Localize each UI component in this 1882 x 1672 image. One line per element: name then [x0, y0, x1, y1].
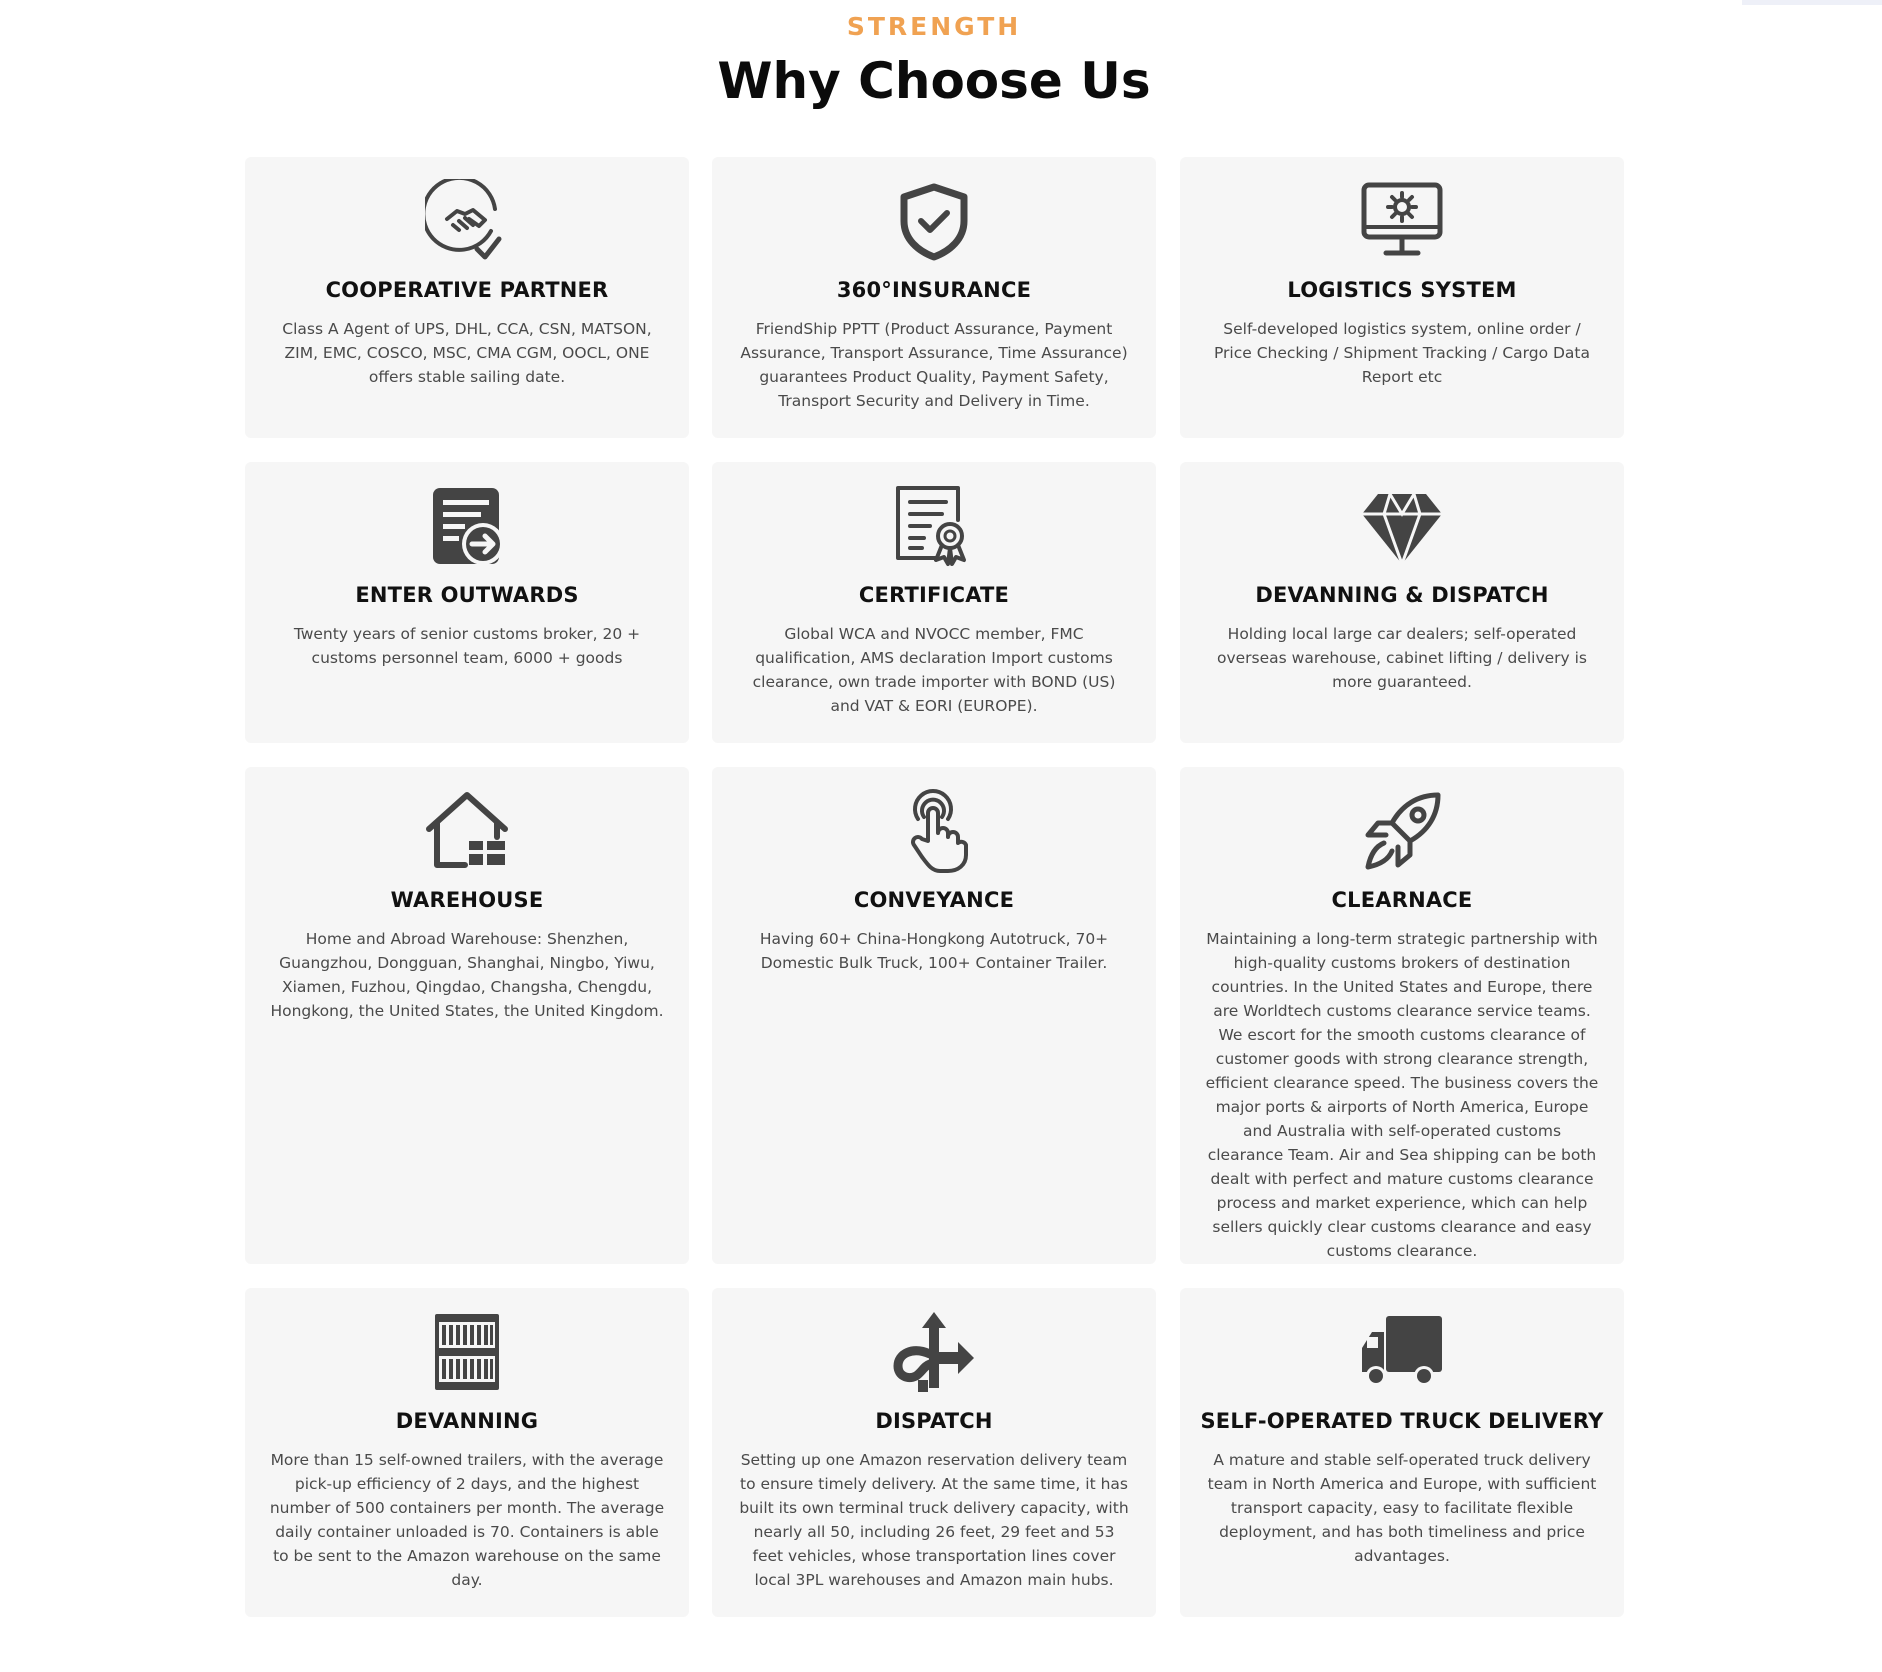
dispatch-arrows-icon [892, 1310, 976, 1394]
card-insurance [712, 157, 1156, 438]
card-description: Maintaining a long-term strategic partnership with high-quality customs brokers of destination countries. In the United States and Europe, there are Worldtech customs clearance service teams. We escort for the smooth customs clearance of customer goods with strong clearance strength, efficient clearance speed. The business covers the major ports & airports of North America, Europe and Australia with self-operated customs clearance Team. Air and Sea shipping can be both dealt with perfect and mature customs clearance process and market experience, which can help sellers quickly clear customs clearance and easy customs clearance. [1205, 930, 1599, 1260]
card-title: DEVANNING & DISPATCH [1255, 583, 1549, 607]
card-title: CERTIFICATE [858, 583, 1010, 607]
card-title: DEVANNING [395, 1409, 539, 1433]
card-certificate [712, 462, 1156, 743]
shield-check-icon [892, 179, 976, 263]
card-title: LOGISTICS SYSTEM [1287, 278, 1517, 302]
section-eyebrow: STRENGTH [846, 12, 1022, 41]
top-accent-bar [1742, 0, 1882, 5]
card-description: Having 60+ China-Hongkong Autotruck, 70+ Domestic Bulk Truck, 100+ Container Trailer. [759, 930, 1109, 972]
card-description: A mature and stable self-operated truck delivery team in North America and Europe, with sufficient transport capacity, easy to facilitate flexible deployment, and has both timeliness and price advantages. [1207, 1451, 1597, 1565]
card-description: Global WCA and NVOCC member, FMC qualification, AMS declaration Import customs clearance, own trade importer with BOND (US) and VAT & EORI (EUROPE). [752, 625, 1116, 715]
handshake-check-icon [425, 179, 509, 263]
card-title: WAREHOUSE [390, 888, 544, 912]
card-conveyance [712, 767, 1156, 1264]
container-icon [425, 1310, 509, 1394]
card-description: More than 15 self-owned trailers, with the average pick-up efficiency of 2 days, and the highest number of 500 containers per month. The average daily container unloaded is 70. Containers is able to be sent to the Amazon warehouse on the same day. [269, 1451, 665, 1589]
document-arrow-icon [425, 484, 509, 568]
card-description: FriendShip PPTT (Product Assurance, Payment Assurance, Transport Assurance, Time Assurance) guarantees Product Quality, Payment Safety, Transport Security and Delivery in Time. [740, 320, 1128, 410]
card-clearance [1180, 767, 1624, 1264]
card-devanning [245, 1288, 689, 1617]
rocket-icon [1360, 789, 1444, 873]
card-description: Twenty years of senior customs broker, 20 + customs personnel team, 6000 + goods [293, 625, 641, 667]
card-title: COOPERATIVE PARTNER [325, 278, 609, 302]
diamond-icon [1360, 484, 1444, 568]
card-title: 360°INSURANCE [836, 278, 1032, 302]
card-description: Holding local large car dealers; self-operated overseas warehouse, cabinet lifting / delivery is more guaranteed. [1216, 625, 1588, 691]
card-enter-outwards [245, 462, 689, 743]
certificate-icon [892, 484, 976, 568]
card-devanning-dispatch [1180, 462, 1624, 743]
card-description: Self-developed logistics system, online order / Price Checking / Shipment Tracking / Cargo Data Report etc [1213, 320, 1591, 386]
card-title: DISPATCH [875, 1409, 993, 1433]
card-title: ENTER OUTWARDS [355, 583, 579, 607]
card-title: CLEARNACE [1331, 888, 1473, 912]
card-dispatch [712, 1288, 1156, 1617]
monitor-gear-icon [1360, 179, 1444, 263]
card-description: Class A Agent of UPS, DHL, CCA, CSN, MATSON, ZIM, EMC, COSCO, MSC, CMA CGM, OOCL, ONE offers stable sailing date. [282, 320, 652, 386]
card-title: SELF-OPERATED TRUCK DELIVERY [1200, 1409, 1604, 1433]
card-truck-delivery [1180, 1288, 1624, 1617]
warehouse-icon [425, 789, 509, 873]
card-logistics-system [1180, 157, 1624, 438]
card-warehouse [245, 767, 689, 1264]
touch-hand-icon [892, 789, 976, 873]
card-title: CONVEYANCE [853, 888, 1015, 912]
card-cooperative-partner [245, 157, 689, 438]
card-description: Home and Abroad Warehouse: Shenzhen, Guangzhou, Dongguan, Shanghai, Ningbo, Yiwu, Xiamen, Fuzhou, Qingdao, Changsha, Chengdu, Hongkong, the United States, the United Kingdom. [270, 930, 664, 1020]
truck-icon [1360, 1310, 1444, 1394]
card-description: Setting up one Amazon reservation delivery team to ensure timely delivery. At the same time, it has built its own terminal truck delivery capacity, with nearly all 50, including 26 feet, 29 feet and 53 feet vehicles, whose transportation lines cover local 3PL warehouses and Amazon main hubs. [739, 1451, 1129, 1589]
section-title: Why Choose Us [717, 52, 1151, 110]
